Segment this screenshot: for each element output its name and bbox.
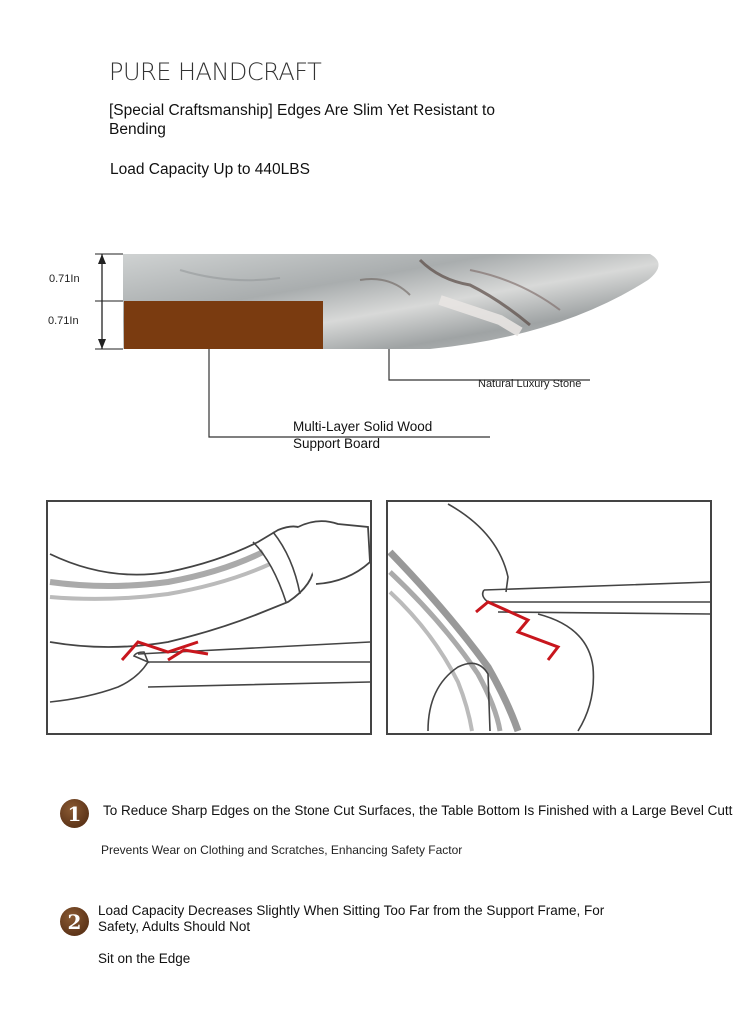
illustration-leg-under-edge [386,500,712,735]
note-2-subtext: Sit on the Edge [98,951,191,966]
dimension-label-top: 0.71In [49,273,80,285]
brand-title: PURE HANDCRAFT [109,58,322,86]
number-badge-2: 2 [60,907,89,936]
number-badge-1: 1 [60,799,89,828]
wood-label: Multi-Layer Solid Wood Support Board [293,419,433,451]
subtitle: [Special Craftsmanship] Edges Are Slim Yet Resistant to Bending [109,102,495,138]
wood-board [124,301,323,349]
dimension-label-bottom: 0.71In [48,315,79,327]
illustration-arm-on-edge [46,500,372,735]
note-2-text: Load Capacity Decreases Slightly When Sitting Too Far from the Support Frame, For Safety, Adults Should Not [98,903,605,934]
note-1-text: To Reduce Sharp Edges on the Stone Cut Surfaces, the Table Bottom Is Finished with a Large Bevel Cutt [103,803,733,818]
stone-label: Natural Luxury Stone [478,378,582,390]
load-capacity-text: Load Capacity Up to 440LBS [110,161,310,178]
note-1-subtext: Prevents Wear on Clothing and Scratches, Enhancing Safety Factor [101,843,463,857]
stone-leader-line [389,349,590,380]
